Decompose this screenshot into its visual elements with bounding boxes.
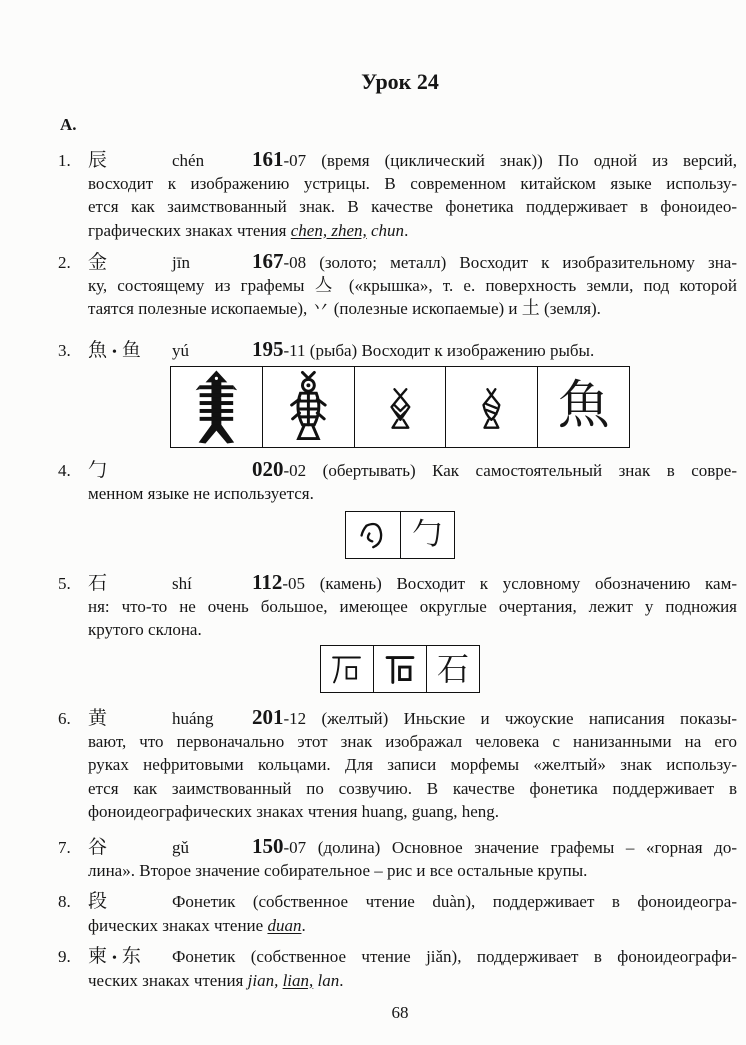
entry-6 — [58, 706, 737, 824]
entry-line: лина». Второе значение собирательное – рис и все остальные крупы. — [88, 860, 588, 880]
entry-line: ня: что-то не очень большое, имеющее округлые очертания, лежит у подножия — [88, 596, 737, 616]
glyph-cell — [538, 367, 629, 447]
reading-example-underlined: chen, zhen, — [290, 220, 367, 240]
entry-character: 谷 — [88, 837, 108, 858]
entry-text — [252, 338, 737, 363]
entry-text — [252, 571, 737, 596]
entry-2 — [58, 250, 737, 321]
modern-fish-glyph: 魚 — [557, 378, 610, 435]
entry-text-segment: . — [404, 220, 409, 240]
entry-text — [252, 835, 737, 860]
entry-text: Фонетик (собственное чтение jiǎn), поддерживает в фоноидеографи- — [172, 947, 737, 966]
grapheme-earth: 土 — [521, 298, 540, 318]
entry-code: 195 — [252, 337, 284, 361]
entry-character — [88, 945, 172, 971]
entry-line — [58, 835, 737, 859]
entry-text — [252, 148, 737, 173]
entry-text — [252, 706, 737, 731]
entry-number: 9. — [58, 947, 71, 966]
character-separator: • — [112, 345, 117, 360]
entry-code: 161 — [252, 147, 284, 171]
reading-example: lan — [313, 970, 340, 990]
entry-text — [252, 458, 737, 483]
entry-9 — [58, 945, 737, 992]
entry-line: менном языке не используется. — [88, 483, 314, 503]
grapheme-minerals: 丷 — [311, 298, 330, 318]
entry-line — [88, 274, 737, 298]
glyph-evolution-table-wrap — [345, 511, 455, 559]
glyph-cell — [446, 367, 538, 447]
entry-code-sub: -12 — [283, 709, 307, 728]
entry-number: 4. — [58, 461, 71, 480]
entry-text-segment: таятся полезные ископаемые), — [88, 299, 312, 318]
ancient-fish-glyph-3 — [355, 367, 446, 447]
entry-text-segment: (время (циклический знак)) По одной из версий, — [306, 151, 737, 170]
entry-8 — [58, 890, 737, 937]
entry-1 — [58, 148, 737, 242]
ancient-stone-glyph-2 — [374, 646, 426, 692]
entry-text-segment: (камень) Восходит к условному обозначению кам- — [305, 574, 737, 593]
glyph-evolution-table-fish — [170, 366, 630, 448]
modern-wrap-glyph: 勹 — [412, 518, 443, 551]
entry-text-segment: фических знаках чтение — [88, 915, 268, 935]
entry-reading: yú — [172, 341, 189, 360]
entry-4 — [58, 458, 737, 505]
entry-text-segment: (обертывать) Как самостоятельный знак в совре- — [306, 461, 737, 480]
ancient-fish-glyph-4 — [446, 367, 537, 447]
entry-character: 黄 — [88, 708, 108, 729]
entry-number: 3. — [58, 341, 71, 360]
entry-line — [58, 250, 737, 274]
entry-code-sub: -08 — [283, 253, 307, 272]
entry-code-sub: -02 — [283, 461, 307, 480]
modern-stone-glyph: 石 — [436, 651, 469, 687]
entry-code-sub: -07 — [283, 151, 307, 170]
reading-example: jian, — [247, 970, 283, 990]
reading-example: chun — [366, 220, 405, 240]
entry-code: 201 — [252, 705, 284, 729]
glyph-cell — [346, 512, 401, 558]
entry-code-sub: -11 — [283, 341, 306, 360]
entry-number: 5. — [58, 574, 71, 593]
entry-number: 2. — [58, 253, 71, 272]
entry-line — [88, 914, 737, 938]
entry-line — [58, 458, 737, 482]
reading-example-underlined: lian, — [282, 970, 314, 990]
character-separator: • — [112, 951, 117, 966]
entry-character: 金 — [88, 252, 108, 273]
entry-text-segment: ческих знаках чтения — [88, 970, 248, 990]
entry-text — [252, 250, 737, 275]
entry-code-sub: -05 — [282, 574, 306, 593]
entry-line — [58, 945, 737, 969]
entry-code: 112 — [252, 570, 283, 594]
entry-text-segment: (желтый) Иньские и чжоуские написания показы- — [306, 709, 737, 728]
entry-3 — [58, 338, 737, 362]
entry-text-segment: графических знаках чтения — [88, 220, 291, 240]
glyph-cell — [263, 367, 355, 447]
lesson-title: Урок 24 — [361, 69, 439, 94]
ancient-fish-glyph-2 — [263, 367, 354, 447]
grapheme-roof: 亼 — [314, 274, 339, 295]
entry-text-segment: ку, состоящему из графемы — [88, 275, 315, 295]
entry-number: 6. — [58, 709, 71, 728]
ancient-fish-glyph-1 — [171, 367, 262, 447]
entry-line: ется как заимствованный по созвучию. В качестве фонетика поддерживает в — [88, 778, 737, 798]
entry-code: 167 — [252, 249, 284, 273]
entry-line — [58, 571, 737, 595]
entry-character: 勹 — [88, 460, 108, 481]
entry-character: 段 — [88, 891, 108, 912]
glyph-cell — [401, 512, 455, 558]
entry-line: восходит к изображению устрицы. В современном китайском языке использу- — [88, 173, 737, 193]
entry-number: 7. — [58, 838, 71, 857]
entry-text-segment: (рыба) Восходит к изображению рыбы. — [305, 341, 595, 360]
entry-5 — [58, 571, 737, 642]
entry-text-segment: («крышка», т. е. поверхность земли, под которой — [338, 275, 738, 295]
entry-line — [88, 969, 737, 993]
entry-character — [88, 339, 172, 365]
glyph-cell — [427, 646, 479, 692]
traditional-character: 柬 — [88, 946, 108, 967]
entry-line: фоноидеографических знаках чтения huang, guang, heng. — [88, 802, 500, 821]
entry-line — [88, 219, 737, 243]
entry-number: 1. — [58, 151, 71, 170]
entry-line — [58, 706, 737, 730]
entry-reading: gǔ — [172, 838, 189, 857]
entry-text-segment: (золото; металл) Восходит к изобразительному зна- — [306, 253, 737, 272]
entry-text-segment: . — [339, 970, 344, 990]
glyph-cell — [355, 367, 447, 447]
entry-text-segment: (долина) Основное значение графемы – «горная до- — [306, 838, 737, 857]
entry-reading: shí — [172, 574, 192, 593]
section-label: А. — [60, 115, 77, 134]
glyph-cell — [374, 646, 427, 692]
entry-line — [58, 148, 737, 172]
entry-line: вают, что первоначально этот знак изображал человека с нанизанными на его — [88, 731, 737, 751]
traditional-character: 魚 — [88, 340, 108, 361]
entry-text-segment: (земля). — [539, 299, 601, 318]
entry-code-sub: -07 — [283, 838, 307, 857]
entry-line: крутого склона. — [88, 620, 202, 639]
entry-text-segment: . — [301, 915, 306, 935]
page-number: 68 — [391, 1003, 409, 1022]
ancient-stone-glyph-1 — [321, 646, 373, 692]
simplified-character: 东 — [121, 946, 141, 967]
entry-line: руках нефритовыми кольцами. Для записи морфемы «желтый» знак использу- — [88, 755, 737, 774]
glyph-cell — [171, 367, 263, 447]
entry-line — [58, 890, 737, 914]
entry-line: ется как заимствованный знак. В качестве фонетика поддерживает в фоноидео- — [88, 197, 737, 216]
glyph-cell — [321, 646, 374, 692]
entry-line — [88, 297, 737, 321]
entry-character: 辰 — [88, 150, 108, 171]
entry-code: 020 — [252, 457, 284, 481]
entry-reading: jīn — [172, 253, 190, 272]
reading-example-underlined: duan — [267, 915, 302, 935]
ancient-wrap-glyph — [346, 512, 400, 558]
entry-7 — [58, 835, 737, 882]
entry-reading: huáng — [172, 709, 214, 728]
simplified-character: 鱼 — [121, 340, 141, 361]
entry-text-segment: (полезные ископаемые) и — [329, 299, 522, 318]
entry-character: 石 — [88, 573, 108, 594]
glyph-evolution-table-stone — [320, 645, 480, 693]
entry-reading: chén — [172, 151, 205, 170]
entry-number: 8. — [58, 892, 71, 911]
entry-code: 150 — [252, 834, 284, 858]
entry-line — [58, 338, 737, 362]
entry-text: Фонетик (собственное чтение duàn), поддерживает в фоноидеогра- — [172, 892, 737, 911]
